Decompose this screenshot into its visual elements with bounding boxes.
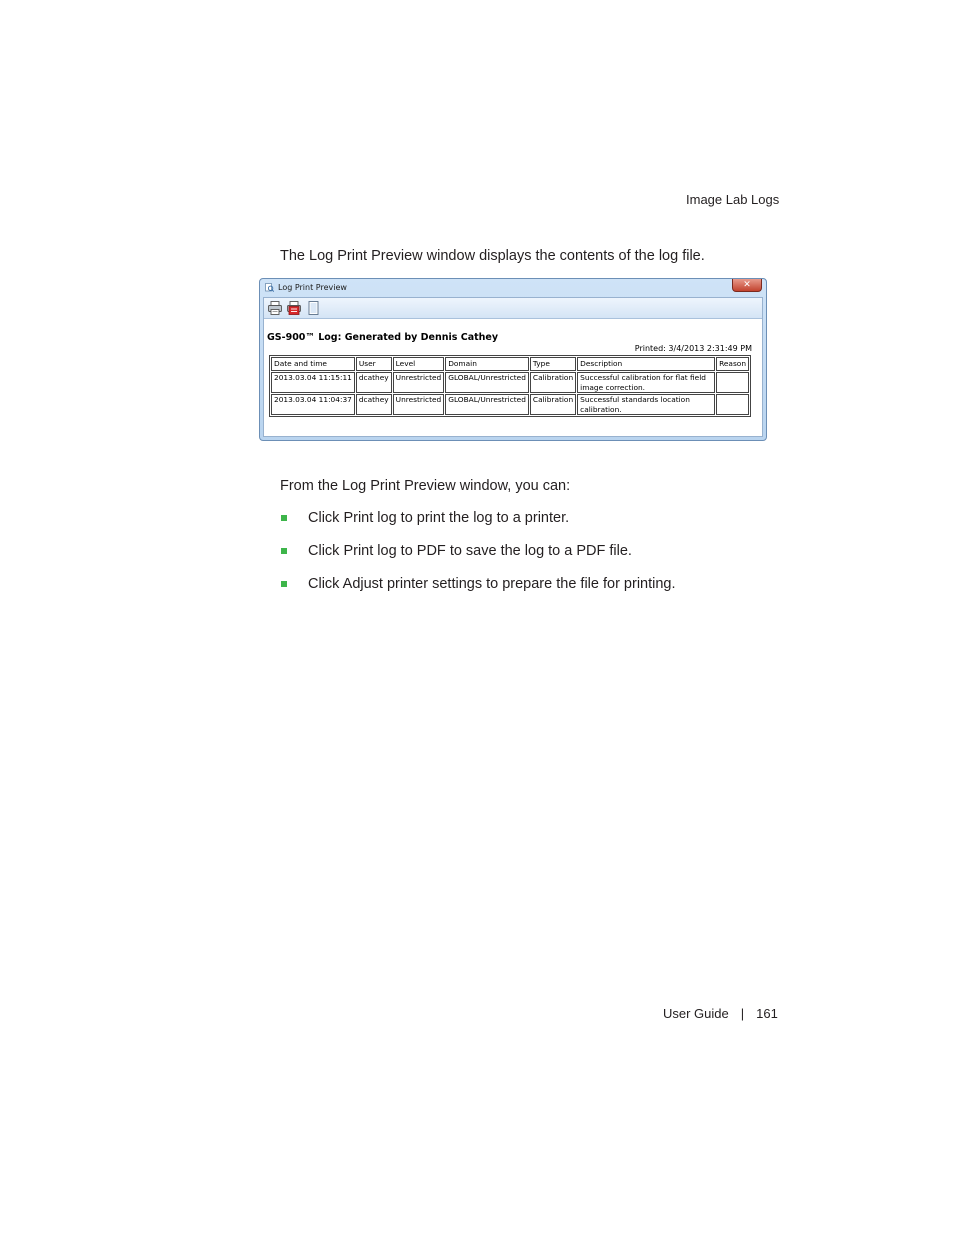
list-item-text: Click Print log to PDF to save the log to a PDF file. (308, 543, 632, 559)
cell-type: Calibration (530, 372, 576, 393)
toolbar (264, 298, 762, 319)
cell-type: Calibration (530, 394, 576, 415)
lead-paragraph: From the Log Print Preview window, you can: (280, 478, 571, 494)
column-header-level: Level (393, 357, 445, 371)
cell-domain: GLOBAL/Unrestricted (445, 372, 529, 393)
column-header-user: User (356, 357, 392, 371)
window-title: Log Print Preview (278, 283, 347, 292)
bullet-square-icon (281, 515, 287, 521)
cell-level: Unrestricted (393, 394, 445, 415)
pdf-icon[interactable] (286, 300, 302, 316)
cell-reason (716, 394, 749, 415)
list-item-text: Click Adjust printer settings to prepare the file for printing. (308, 576, 676, 592)
column-header-reason: Reason (716, 357, 749, 371)
list-item (280, 574, 676, 607)
cell-domain: GLOBAL/Unrestricted (445, 394, 529, 415)
table-header-row (271, 357, 749, 371)
cell-date: 2013.03.04 11:15:11 (271, 372, 355, 393)
column-header-type: Type (530, 357, 576, 371)
page-number: 161 (756, 1006, 778, 1021)
list-item-text: Click Print log to print the log to a printer. (308, 510, 570, 526)
log-print-preview-window (259, 278, 767, 441)
cell-user: dcathey (356, 372, 392, 393)
list-item (280, 541, 676, 574)
running-header: Image Lab Logs (686, 192, 780, 207)
footer-separator: | (740, 1006, 745, 1021)
printed-timestamp: Printed: 3/4/2013 2:31:49 PM (634, 344, 752, 353)
window-titlebar[interactable] (260, 279, 766, 297)
window-client-area (263, 297, 763, 437)
cell-reason (716, 372, 749, 393)
bullet-square-icon (281, 548, 287, 554)
footer-label: User Guide (663, 1006, 729, 1021)
close-button[interactable] (732, 279, 762, 292)
printer-icon[interactable] (267, 300, 283, 316)
cell-user: dcathey (356, 394, 392, 415)
page-footer (663, 1006, 778, 1021)
close-icon: ✕ (743, 279, 751, 289)
report-title: GS-900™ Log: Generated by Dennis Cathey (267, 332, 499, 343)
table-row (271, 394, 749, 415)
app-icon (265, 283, 274, 292)
intro-paragraph: The Log Print Preview window displays the contents of the log file. (280, 248, 705, 264)
cell-description: Successful calibration for flat field image correction. (577, 372, 715, 393)
table-row (271, 372, 749, 393)
page-settings-icon[interactable] (305, 300, 321, 316)
options-list (280, 508, 676, 607)
list-item (280, 508, 676, 541)
bullet-square-icon (281, 581, 287, 587)
cell-description: Successful standards location calibration. (577, 394, 715, 415)
log-table (269, 355, 751, 417)
column-header-description: Description (577, 357, 715, 371)
column-header-domain: Domain (445, 357, 529, 371)
column-header-date: Date and time (271, 357, 355, 371)
cell-level: Unrestricted (393, 372, 445, 393)
cell-date: 2013.03.04 11:04:37 (271, 394, 355, 415)
